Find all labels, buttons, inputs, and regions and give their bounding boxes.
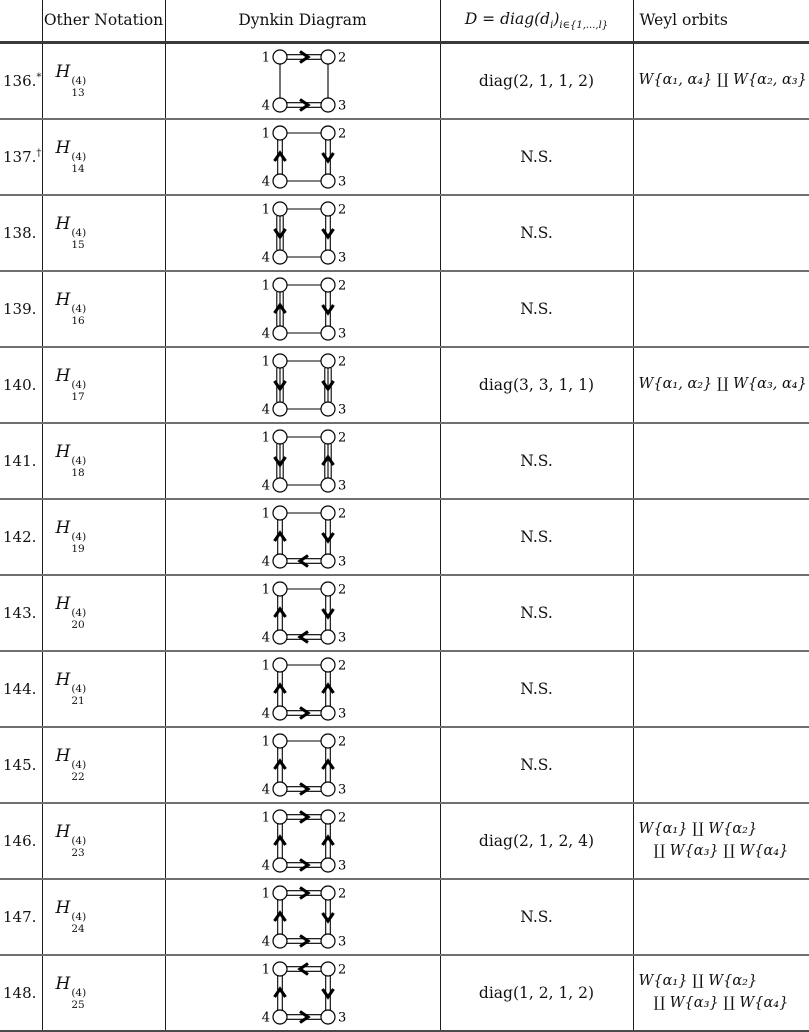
d-value-cell xyxy=(440,499,633,575)
weyl-orbit-line: W{α₁, α₂} ∐ W{α₃, α₄} xyxy=(639,374,809,396)
svg-text:2: 2 xyxy=(338,658,346,673)
table-row xyxy=(0,423,809,499)
row-number: 148. xyxy=(3,984,36,1002)
table-row xyxy=(0,195,809,271)
svg-text:4: 4 xyxy=(261,934,269,949)
header-d-matrix xyxy=(440,0,633,42)
dynkin-diagram-cell xyxy=(165,575,440,651)
d-value: diag(1, 2, 1, 2) xyxy=(479,984,594,1002)
svg-text:1: 1 xyxy=(261,810,269,825)
dynkin-diagram xyxy=(243,652,363,726)
d-value: N.S. xyxy=(520,148,553,166)
svg-text:1: 1 xyxy=(261,278,269,293)
svg-text:2: 2 xyxy=(338,734,346,749)
svg-text:3: 3 xyxy=(338,402,346,417)
dynkin-diagram-cell xyxy=(165,803,440,879)
notation: H (4) 17 xyxy=(56,366,87,385)
row-number: 137. xyxy=(3,148,36,166)
row-number-cell xyxy=(0,575,42,651)
row-number: 144. xyxy=(3,680,36,698)
d-value-cell xyxy=(440,423,633,499)
d-value: N.S. xyxy=(520,528,553,546)
svg-text:3: 3 xyxy=(338,706,346,721)
table-body xyxy=(0,42,809,1031)
svg-text:3: 3 xyxy=(338,782,346,797)
svg-text:1: 1 xyxy=(261,430,269,445)
weyl-orbits-cell xyxy=(633,119,809,195)
svg-text:4: 4 xyxy=(261,706,269,721)
d-value-cell xyxy=(440,195,633,271)
svg-text:3: 3 xyxy=(338,858,346,873)
d-value-cell xyxy=(440,119,633,195)
svg-text:2: 2 xyxy=(338,430,346,445)
notation: H (4) 23 xyxy=(56,822,87,841)
row-number: 139. xyxy=(3,300,36,318)
row-number: 147. xyxy=(3,908,36,926)
d-value: N.S. xyxy=(520,908,553,926)
weyl-orbits-cell xyxy=(633,955,809,1031)
row-number-mark: * xyxy=(36,72,41,83)
table-row xyxy=(0,955,809,1031)
d-value: N.S. xyxy=(520,756,553,774)
row-number-cell xyxy=(0,195,42,271)
d-value: N.S. xyxy=(520,680,553,698)
svg-text:4: 4 xyxy=(261,402,269,417)
row-number-cell xyxy=(0,955,42,1031)
other-notation-cell xyxy=(42,42,165,119)
svg-text:4: 4 xyxy=(261,174,269,189)
d-value-cell xyxy=(440,575,633,651)
row-number: 136. xyxy=(3,72,36,90)
d-value-cell xyxy=(440,955,633,1031)
dynkin-diagram-cell xyxy=(165,42,440,119)
d-value-cell xyxy=(440,727,633,803)
svg-text:2: 2 xyxy=(338,810,346,825)
header-other-notation: Other Notation xyxy=(42,0,165,42)
dynkin-diagram-cell xyxy=(165,195,440,271)
weyl-orbit-line: ∐ W{α₃} ∐ W{α₄} xyxy=(639,993,809,1015)
dynkin-diagram xyxy=(243,424,363,498)
other-notation-cell xyxy=(42,727,165,803)
d-value: N.S. xyxy=(520,452,553,470)
dynkin-diagram xyxy=(243,348,363,422)
other-notation-cell xyxy=(42,803,165,879)
dynkin-diagram xyxy=(243,272,363,346)
svg-text:2: 2 xyxy=(338,354,346,369)
weyl-orbits-cell xyxy=(633,803,809,879)
svg-text:2: 2 xyxy=(338,202,346,217)
row-number-cell xyxy=(0,803,42,879)
table-row xyxy=(0,347,809,423)
dynkin-diagram-cell xyxy=(165,651,440,727)
dynkin-diagram xyxy=(243,196,363,270)
header-row-number xyxy=(0,0,42,42)
svg-text:2: 2 xyxy=(338,126,346,141)
table-header-row xyxy=(0,0,809,42)
d-value: N.S. xyxy=(520,604,553,622)
row-number: 142. xyxy=(3,528,36,546)
weyl-orbits-cell xyxy=(633,42,809,119)
row-number: 145. xyxy=(3,756,36,774)
notation: H (4) 20 xyxy=(56,594,87,613)
svg-text:4: 4 xyxy=(261,250,269,265)
weyl-orbit-line: W{α₁, α₄} ∐ W{α₂, α₃} xyxy=(639,70,809,92)
dynkin-diagram xyxy=(243,120,363,194)
svg-text:2: 2 xyxy=(338,962,346,977)
row-number-cell xyxy=(0,42,42,119)
weyl-orbits-cell xyxy=(633,423,809,499)
header-dynkin-diagram: Dynkin Diagram xyxy=(165,0,440,42)
svg-text:1: 1 xyxy=(261,50,269,65)
weyl-orbits-cell xyxy=(633,575,809,651)
weyl-orbits-cell xyxy=(633,879,809,955)
svg-text:1: 1 xyxy=(261,582,269,597)
svg-text:1: 1 xyxy=(261,202,269,217)
notation: H (4) 24 xyxy=(56,898,87,917)
d-value-cell xyxy=(440,271,633,347)
d-value-cell xyxy=(440,42,633,119)
weyl-orbits-cell xyxy=(633,195,809,271)
row-number: 141. xyxy=(3,452,36,470)
notation: H (4) 21 xyxy=(56,670,87,689)
svg-text:4: 4 xyxy=(261,858,269,873)
dynkin-diagram xyxy=(243,500,363,574)
notation: H (4) 13 xyxy=(56,62,87,81)
svg-text:1: 1 xyxy=(261,506,269,521)
row-number-cell xyxy=(0,119,42,195)
dynkin-diagram xyxy=(243,576,363,650)
table-row xyxy=(0,575,809,651)
d-value: N.S. xyxy=(520,224,553,242)
row-number-mark: † xyxy=(36,148,41,159)
svg-text:3: 3 xyxy=(338,98,346,113)
dynkin-diagram xyxy=(243,44,363,118)
notation: H (4) 22 xyxy=(56,746,87,765)
svg-text:4: 4 xyxy=(261,554,269,569)
row-number-cell xyxy=(0,499,42,575)
dynkin-diagram xyxy=(243,728,363,802)
dynkin-diagram-cell xyxy=(165,423,440,499)
svg-text:3: 3 xyxy=(338,326,346,341)
other-notation-cell xyxy=(42,575,165,651)
weyl-orbit-line: W{α₁} ∐ W{α₂} xyxy=(639,819,809,841)
row-number: 138. xyxy=(3,224,36,242)
svg-text:4: 4 xyxy=(261,326,269,341)
notation: H (4) 15 xyxy=(56,214,87,233)
d-value-cell xyxy=(440,651,633,727)
svg-text:4: 4 xyxy=(261,782,269,797)
other-notation-cell xyxy=(42,347,165,423)
table-row xyxy=(0,651,809,727)
weyl-orbits-cell xyxy=(633,651,809,727)
other-notation-cell xyxy=(42,955,165,1031)
row-number: 140. xyxy=(3,376,36,394)
d-value: diag(2, 1, 1, 2) xyxy=(479,72,594,90)
svg-text:3: 3 xyxy=(338,478,346,493)
svg-text:1: 1 xyxy=(261,962,269,977)
svg-text:2: 2 xyxy=(338,50,346,65)
other-notation-cell xyxy=(42,879,165,955)
table-row xyxy=(0,499,809,575)
svg-text:4: 4 xyxy=(261,1010,269,1025)
svg-text:4: 4 xyxy=(261,478,269,493)
d-value-cell xyxy=(440,347,633,423)
table-row xyxy=(0,119,809,195)
row-number-cell xyxy=(0,423,42,499)
row-number-cell xyxy=(0,347,42,423)
notation: H (4) 14 xyxy=(56,138,87,157)
weyl-orbit-line: ∐ W{α₃} ∐ W{α₄} xyxy=(639,841,809,863)
svg-text:4: 4 xyxy=(261,630,269,645)
dynkin-diagram-cell xyxy=(165,955,440,1031)
row-number-cell xyxy=(0,651,42,727)
dynkin-diagram-cell xyxy=(165,499,440,575)
svg-text:3: 3 xyxy=(338,174,346,189)
weyl-orbit-line: W{α₁} ∐ W{α₂} xyxy=(639,971,809,993)
other-notation-cell xyxy=(42,423,165,499)
notation: H (4) 18 xyxy=(56,442,87,461)
d-value: diag(2, 1, 2, 4) xyxy=(479,832,594,850)
dynkin-diagram-cell xyxy=(165,347,440,423)
svg-text:1: 1 xyxy=(261,126,269,141)
row-number: 143. xyxy=(3,604,36,622)
row-number-cell xyxy=(0,727,42,803)
dynkin-diagram xyxy=(243,956,363,1030)
svg-text:2: 2 xyxy=(338,506,346,521)
svg-text:2: 2 xyxy=(338,582,346,597)
row-number: 146. xyxy=(3,832,36,850)
svg-text:3: 3 xyxy=(338,1010,346,1025)
notation: H (4) 25 xyxy=(56,974,87,993)
notation: H (4) 16 xyxy=(56,290,87,309)
table-row xyxy=(0,271,809,347)
svg-text:4: 4 xyxy=(261,98,269,113)
svg-text:1: 1 xyxy=(261,354,269,369)
svg-text:3: 3 xyxy=(338,250,346,265)
d-value-cell xyxy=(440,879,633,955)
svg-text:3: 3 xyxy=(338,554,346,569)
svg-text:1: 1 xyxy=(261,658,269,673)
weyl-orbits-cell xyxy=(633,727,809,803)
other-notation-cell xyxy=(42,499,165,575)
row-number-cell xyxy=(0,271,42,347)
dynkin-diagram-cell xyxy=(165,271,440,347)
dynkin-diagram xyxy=(243,880,363,954)
table-row xyxy=(0,727,809,803)
svg-text:2: 2 xyxy=(338,886,346,901)
weyl-orbits-cell xyxy=(633,499,809,575)
header-weyl-orbits: Weyl orbits xyxy=(633,0,809,42)
table-row xyxy=(0,879,809,955)
dynkin-diagram xyxy=(243,804,363,878)
d-matrix-formula: $D = diag(d_i)_{i\in\{1,...,l\}}$ xyxy=(465,10,608,28)
dynkin-diagram-cell xyxy=(165,727,440,803)
svg-text:3: 3 xyxy=(338,630,346,645)
row-number-cell xyxy=(0,879,42,955)
d-value-cell xyxy=(440,803,633,879)
table-row xyxy=(0,42,809,119)
weyl-orbits-cell xyxy=(633,347,809,423)
table-row xyxy=(0,803,809,879)
svg-text:1: 1 xyxy=(261,886,269,901)
weyl-orbits-cell xyxy=(633,271,809,347)
notation: H (4) 19 xyxy=(56,518,87,537)
d-value: N.S. xyxy=(520,300,553,318)
dynkin-diagram-cell xyxy=(165,879,440,955)
svg-text:1: 1 xyxy=(261,734,269,749)
other-notation-cell xyxy=(42,195,165,271)
svg-text:3: 3 xyxy=(338,934,346,949)
other-notation-cell xyxy=(42,119,165,195)
other-notation-cell xyxy=(42,651,165,727)
svg-text:2: 2 xyxy=(338,278,346,293)
other-notation-cell xyxy=(42,271,165,347)
dynkin-diagram-cell xyxy=(165,119,440,195)
d-value: diag(3, 3, 1, 1) xyxy=(479,376,594,394)
